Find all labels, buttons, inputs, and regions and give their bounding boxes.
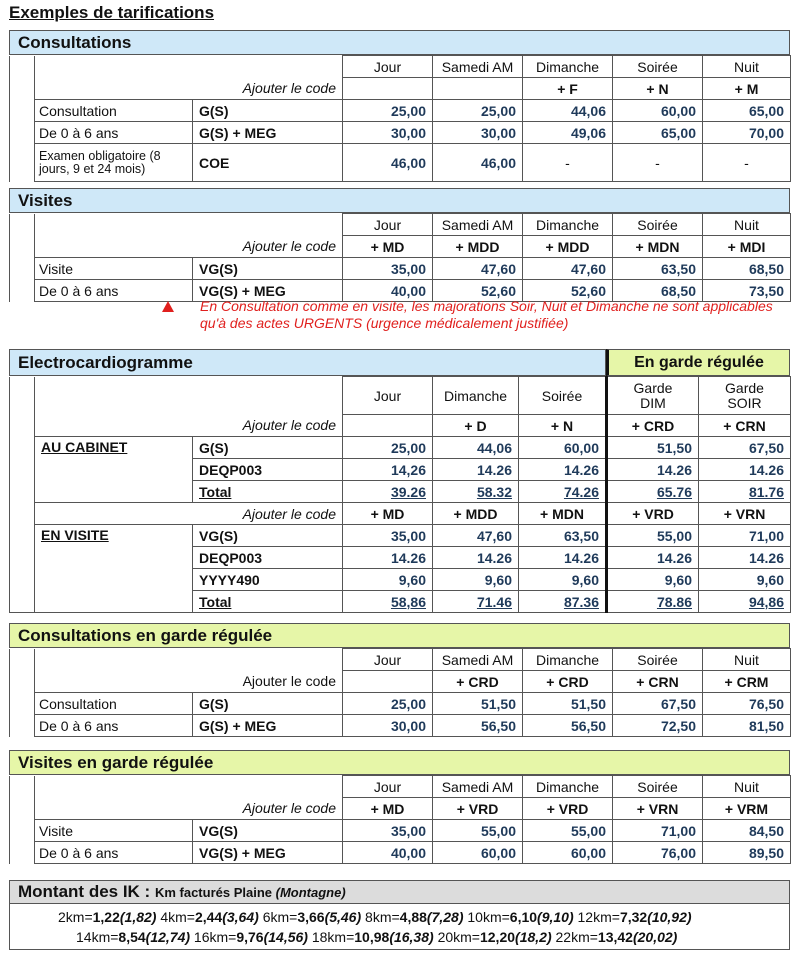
ik-line-2: [10, 927, 789, 947]
total-cell: 94,86: [699, 591, 791, 613]
value-cell: 9,60: [519, 569, 607, 591]
ik-entry: [467, 909, 573, 925]
warning-text: En Consultation comme en visite, les majorations Soir, Nuit et Dimanche ne sont applicables qu'à des actes URGENTS (urgence médicalement justifiée): [200, 298, 773, 331]
code-cell: + M: [703, 78, 791, 100]
code-cell: + F: [523, 78, 613, 100]
table-row: [10, 820, 791, 842]
code-cell: + VRD: [607, 503, 699, 525]
value-cell: 55,00: [523, 820, 613, 842]
value-cell: 67,50: [613, 693, 703, 715]
ik-body: [9, 904, 790, 950]
value-cell: 14.26: [343, 547, 433, 569]
value-cell: 63,50: [613, 258, 703, 280]
value-cell: 60,00: [433, 842, 523, 864]
value-cell: 9,60: [607, 569, 699, 591]
add-code-label: Ajouter le code: [35, 798, 343, 820]
visites-title: Visites: [9, 188, 790, 213]
ik-entry: [58, 909, 156, 925]
value-cell: 55,00: [433, 820, 523, 842]
col-header: Soirée: [613, 214, 703, 236]
value-cell: 35,00: [343, 258, 433, 280]
value-cell: 81,50: [703, 715, 791, 737]
ik-entry: [160, 909, 258, 925]
ecg-title: Electrocardiogramme: [9, 349, 606, 376]
ik-plaine: 10,98: [354, 929, 390, 945]
ik-montagne: (20,02): [632, 929, 678, 945]
add-code-label: Ajouter le code: [35, 236, 343, 258]
value-cell: 89,50: [703, 842, 791, 864]
value-cell: -: [523, 144, 613, 182]
ik-montagne: (9,10): [537, 909, 574, 925]
consultations-title: Consultations: [9, 30, 790, 55]
col-header: Soirée: [613, 56, 703, 78]
code-cell: + CRD: [607, 415, 699, 437]
value-cell: 65,00: [703, 100, 791, 122]
code-cell: [343, 415, 433, 437]
consult-garde-section: [9, 623, 790, 737]
value-cell: 47,60: [433, 258, 523, 280]
value-cell: 30,00: [343, 122, 433, 144]
value-cell: 76,00: [613, 842, 703, 864]
row-total-label: Total: [193, 481, 343, 503]
warning-triangle-icon: [162, 301, 174, 312]
add-code-label: Ajouter le code: [35, 78, 343, 100]
value-cell: -: [613, 144, 703, 182]
ik-montagne: (5,46): [324, 909, 362, 925]
code-cell: + MDI: [703, 236, 791, 258]
code-cell: + VRM: [703, 798, 791, 820]
visites-garde-table: [9, 775, 791, 864]
ik-entry: [263, 909, 361, 925]
col-header: Soirée: [519, 377, 607, 415]
consultations-section: [9, 30, 790, 182]
ik-entry: [365, 909, 463, 925]
value-cell: 14,26: [343, 459, 433, 481]
code-cell: [433, 78, 523, 100]
value-cell: 72,50: [613, 715, 703, 737]
code-cell: + MDN: [519, 503, 607, 525]
row-label: Consultation: [35, 693, 193, 715]
value-cell: 63,50: [519, 525, 607, 547]
value-cell: 30,00: [343, 715, 433, 737]
value-cell: 60,00: [613, 100, 703, 122]
ecg-table: [9, 376, 791, 613]
col-header: Samedi AM: [433, 214, 523, 236]
value-cell: 71,00: [613, 820, 703, 842]
value-cell: 14.26: [607, 547, 699, 569]
col-header: Samedi AM: [433, 776, 523, 798]
ecg-header: [9, 349, 790, 376]
code-cell: + MDD: [433, 503, 519, 525]
value-cell: 68,50: [613, 280, 703, 302]
total-cell: 39.26: [343, 481, 433, 503]
row-act: DEQP003: [193, 459, 343, 481]
row-label: De 0 à 6 ans: [35, 122, 193, 144]
row-label: De 0 à 6 ans: [35, 842, 193, 864]
row-code: VG(S) + MEG: [193, 842, 343, 864]
row-code: G(S): [193, 100, 343, 122]
value-cell: 14.26: [699, 459, 791, 481]
visites-section: [9, 188, 790, 302]
value-cell: -: [703, 144, 791, 182]
value-cell: 14.26: [607, 459, 699, 481]
col-header: Nuit: [703, 649, 791, 671]
col-header: Jour: [343, 214, 433, 236]
page-title: Exemples de tarifications: [9, 3, 215, 22]
row-act: DEQP003: [193, 547, 343, 569]
value-cell: 60,00: [523, 842, 613, 864]
row-label: Visite: [35, 820, 193, 842]
ik-header: [9, 880, 790, 904]
row-act: YYYY490: [193, 569, 343, 591]
table-row: [10, 100, 791, 122]
col-header: Nuit: [703, 214, 791, 236]
value-cell: 40,00: [343, 842, 433, 864]
col-header: Dimanche: [523, 776, 613, 798]
row-label: De 0 à 6 ans: [35, 715, 193, 737]
ik-km: 6km=: [262, 909, 298, 925]
code-cell: + CRN: [699, 415, 791, 437]
row-code: VG(S): [193, 820, 343, 842]
ik-line-1: [10, 907, 789, 927]
table-row: [10, 693, 791, 715]
ik-km: 16km=: [193, 929, 237, 945]
en-visite-label: EN VISITE: [41, 527, 109, 543]
ik-plaine: 8,54: [118, 929, 146, 945]
value-cell: 40,00: [343, 280, 433, 302]
ik-entry: [578, 909, 692, 925]
code-cell: + N: [519, 415, 607, 437]
ik-km: 18km=: [311, 929, 355, 945]
ik-montagne: (3,64): [222, 909, 259, 925]
value-cell: 60,00: [519, 437, 607, 459]
ik-entry: [312, 929, 434, 945]
table-row: [10, 715, 791, 737]
value-cell: 46,00: [433, 144, 523, 182]
row-code: COE: [193, 144, 343, 182]
visites-garde-section: [9, 750, 790, 864]
value-cell: 35,00: [343, 820, 433, 842]
value-cell: 67,50: [699, 437, 791, 459]
code-cell: + MDD: [433, 236, 523, 258]
table-row: [10, 122, 791, 144]
row-label: De 0 à 6 ans: [35, 280, 193, 302]
code-cell: + N: [613, 78, 703, 100]
ik-montagne: (1,82): [119, 909, 157, 925]
ik-km: 22km=: [555, 929, 598, 945]
value-cell: 76,50: [703, 693, 791, 715]
row-label: Examen obligatoire (8 jours, 9 et 24 mois): [35, 144, 193, 182]
ik-entry: [76, 929, 190, 945]
add-code-label: Ajouter le code: [35, 415, 343, 437]
col-header: Jour: [343, 56, 433, 78]
code-cell: + CRD: [433, 671, 523, 693]
consultations-table: [9, 55, 791, 182]
value-cell: 56,50: [523, 715, 613, 737]
ik-plaine: 1,22: [92, 909, 120, 925]
value-cell: 9,60: [699, 569, 791, 591]
value-cell: 56,50: [433, 715, 523, 737]
ik-plaine: 4,88: [399, 909, 427, 925]
row-code: VG(S) + MEG: [193, 280, 343, 302]
ik-entry: [194, 929, 308, 945]
value-cell: 51,50: [433, 693, 523, 715]
total-cell: 58.32: [433, 481, 519, 503]
ik-km: 12km=: [577, 909, 620, 925]
ik-plaine: 6,10: [509, 909, 538, 925]
ik-plaine: 13,42: [597, 929, 633, 945]
col-header: Dimanche: [523, 214, 613, 236]
ik-plaine: 12,20: [479, 929, 516, 945]
ik-km: 14km=: [76, 929, 119, 945]
ik-km: 8km=: [365, 909, 400, 925]
row-total-label: Total: [193, 591, 343, 613]
code-cell: + CRD: [523, 671, 613, 693]
col-header: Soirée: [613, 649, 703, 671]
add-code-label: Ajouter le code: [35, 503, 343, 525]
add-code-label: Ajouter le code: [35, 671, 343, 693]
code-cell: + VRD: [523, 798, 613, 820]
row-code: G(S): [193, 693, 343, 715]
table-row: [10, 525, 791, 547]
row-act: VG(S): [193, 525, 343, 547]
total-cell: 74.26: [519, 481, 607, 503]
value-cell: 44,06: [433, 437, 519, 459]
value-cell: 14.26: [433, 459, 519, 481]
ik-entry: [438, 929, 552, 945]
value-cell: 46,00: [343, 144, 433, 182]
total-cell: 71.46: [433, 591, 519, 613]
code-cell: + CRM: [703, 671, 791, 693]
au-cabinet-label: AU CABINET: [41, 439, 128, 455]
col-header: Jour: [343, 649, 433, 671]
row-act: G(S): [193, 437, 343, 459]
ik-montagne: (18,2): [515, 929, 552, 945]
value-cell: 44,06: [523, 100, 613, 122]
total-cell: 65.76: [607, 481, 699, 503]
col-header: Jour: [343, 377, 433, 415]
urgency-warning: [162, 298, 800, 332]
col-header: Samedi AM: [433, 649, 523, 671]
ik-km: 10km=: [467, 909, 510, 925]
value-cell: 70,00: [703, 122, 791, 144]
value-cell: 14.26: [519, 459, 607, 481]
ik-km: 20km=: [437, 929, 480, 945]
ik-section: [9, 880, 790, 950]
total-cell: 81.76: [699, 481, 791, 503]
table-row: [10, 144, 791, 182]
visites-table: [9, 213, 791, 302]
col-header: Garde DIM: [607, 377, 699, 415]
ik-plaine: 3,66: [297, 909, 325, 925]
table-row: [10, 258, 791, 280]
code-cell: + MDN: [613, 236, 703, 258]
ik-title: Montant des IK :: [18, 882, 155, 901]
col-header: Dimanche: [433, 377, 519, 415]
ik-km: 2km=: [58, 909, 93, 925]
value-cell: 35,00: [343, 525, 433, 547]
ik-montagne: (14,56): [263, 929, 308, 945]
value-cell: 14.26: [519, 547, 607, 569]
total-cell: 58,86: [343, 591, 433, 613]
col-header: Garde SOIR: [699, 377, 791, 415]
consult-garde-table: [9, 648, 791, 737]
col-header: Dimanche: [523, 56, 613, 78]
table-row: [10, 842, 791, 864]
ik-plaine: 9,76: [236, 929, 264, 945]
code-cell: + VRN: [613, 798, 703, 820]
code-cell: + D: [433, 415, 519, 437]
consult-garde-title: Consultations en garde régulée: [9, 623, 790, 648]
value-cell: 14.26: [433, 547, 519, 569]
code-cell: [343, 78, 433, 100]
total-cell: 78.86: [607, 591, 699, 613]
col-header: Jour: [343, 776, 433, 798]
col-header: Nuit: [703, 56, 791, 78]
code-cell: + MDD: [523, 236, 613, 258]
value-cell: 52,60: [523, 280, 613, 302]
ik-plaine: 2,44: [194, 909, 223, 925]
value-cell: 65,00: [613, 122, 703, 144]
value-cell: 73,50: [703, 280, 791, 302]
ik-montagne: (16,38): [389, 929, 434, 945]
row-code: VG(S): [193, 258, 343, 280]
row-label: Visite: [35, 258, 193, 280]
ik-entry: [556, 929, 678, 945]
garde-regulee-title: En garde régulée: [606, 349, 790, 376]
value-cell: 9,60: [433, 569, 519, 591]
value-cell: 68,50: [703, 258, 791, 280]
value-cell: 49,06: [523, 122, 613, 144]
value-cell: 14.26: [699, 547, 791, 569]
ik-montagne: (7,28): [426, 909, 464, 925]
value-cell: 25,00: [343, 437, 433, 459]
row-label: Consultation: [35, 100, 193, 122]
code-cell: [343, 671, 433, 693]
ik-montagne: (10,92): [647, 909, 692, 925]
col-header: Soirée: [613, 776, 703, 798]
value-cell: 25,00: [433, 100, 523, 122]
code-cell: + VRD: [433, 798, 523, 820]
code-cell: + MD: [343, 798, 433, 820]
value-cell: 51,50: [607, 437, 699, 459]
code-cell: + VRN: [699, 503, 791, 525]
value-cell: 51,50: [523, 693, 613, 715]
code-cell: + CRN: [613, 671, 703, 693]
value-cell: 25,00: [343, 693, 433, 715]
value-cell: 55,00: [607, 525, 699, 547]
col-header: Dimanche: [523, 649, 613, 671]
value-cell: 9,60: [343, 569, 433, 591]
row-code: G(S) + MEG: [193, 122, 343, 144]
ik-plaine: 7,32: [619, 909, 648, 925]
value-cell: 71,00: [699, 525, 791, 547]
value-cell: 52,60: [433, 280, 523, 302]
ik-subtitle: Km facturés Plaine: [154, 885, 276, 900]
total-cell: 87.36: [519, 591, 607, 613]
col-header: Samedi AM: [433, 56, 523, 78]
row-code: G(S) + MEG: [193, 715, 343, 737]
value-cell: 47,60: [433, 525, 519, 547]
ik-subtitle-italic: (Montagne): [275, 885, 346, 900]
value-cell: 25,00: [343, 100, 433, 122]
code-cell: + MD: [343, 236, 433, 258]
col-header: Nuit: [703, 776, 791, 798]
ecg-section: [9, 376, 790, 613]
value-cell: 47,60: [523, 258, 613, 280]
code-cell: + MD: [343, 503, 433, 525]
table-row: [10, 437, 791, 459]
ik-montagne: (12,74): [145, 929, 191, 945]
value-cell: 84,50: [703, 820, 791, 842]
value-cell: 30,00: [433, 122, 523, 144]
visites-garde-title: Visites en garde régulée: [9, 750, 790, 775]
ik-km: 4km=: [160, 909, 195, 925]
